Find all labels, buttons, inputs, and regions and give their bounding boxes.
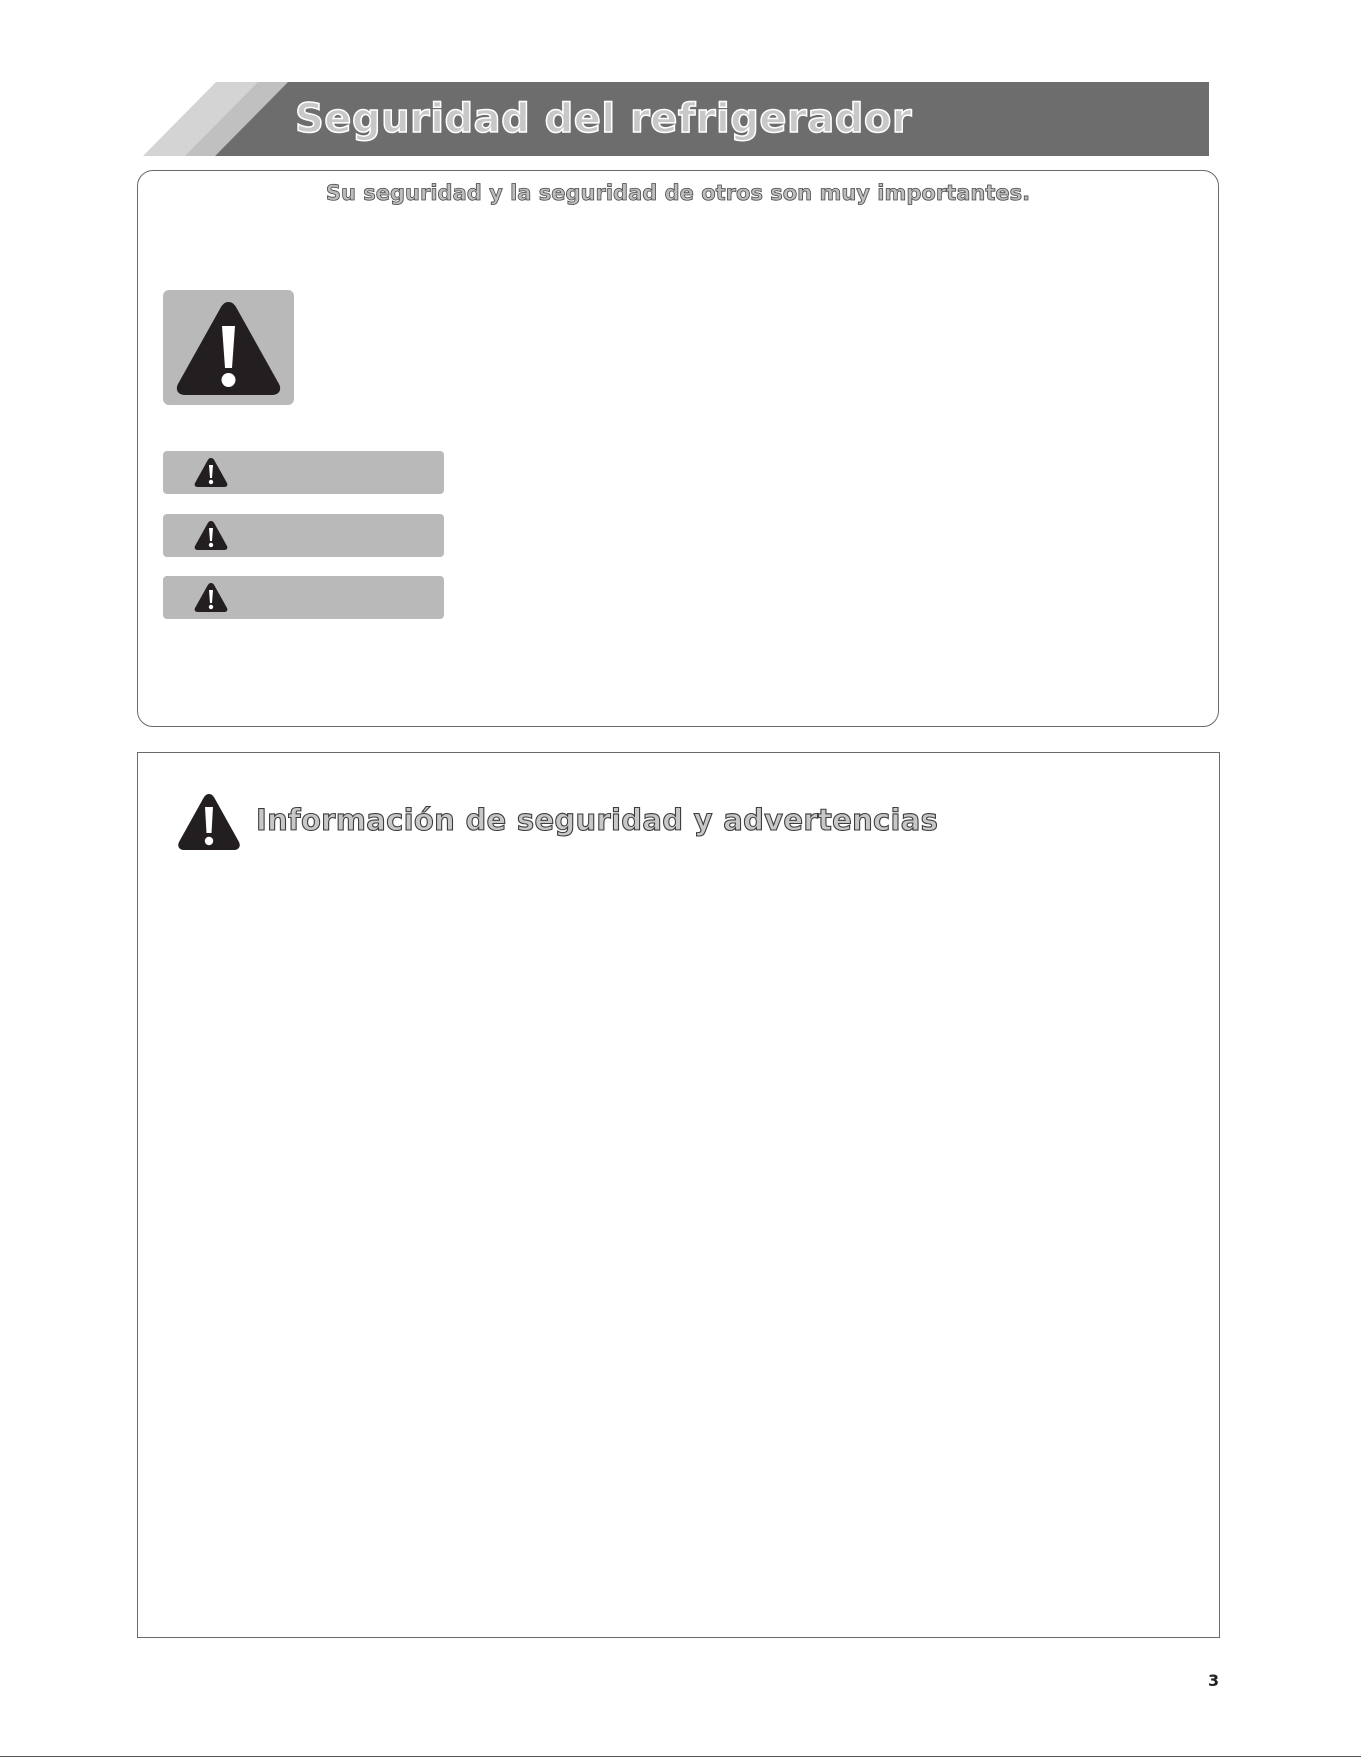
safety-alert-symbol [163, 290, 294, 405]
section-banner [143, 82, 1209, 156]
safety-information-panel [137, 752, 1220, 1638]
warning-triangle-icon [193, 456, 229, 489]
info-alert-symbol [175, 791, 243, 857]
signal-word-bar-2 [163, 514, 444, 557]
info-heading: Información de seguridad y advertencias [256, 803, 939, 837]
signal-word-bar-3 [163, 576, 444, 619]
warning-triangle-icon [193, 581, 229, 614]
signal-word-bar-1 [163, 451, 444, 494]
page-title: Seguridad del refrigerador [295, 96, 913, 142]
safety-intro-panel [137, 170, 1219, 727]
warning-triangle-icon [175, 791, 243, 853]
warning-triangle-icon [172, 296, 285, 399]
page-number: 3 [1208, 1671, 1220, 1690]
safety-heading: Su seguridad y la seguridad de otros son muy importantes. [325, 181, 1031, 205]
warning-triangle-icon [193, 519, 229, 552]
bottom-divider [0, 1756, 1361, 1757]
